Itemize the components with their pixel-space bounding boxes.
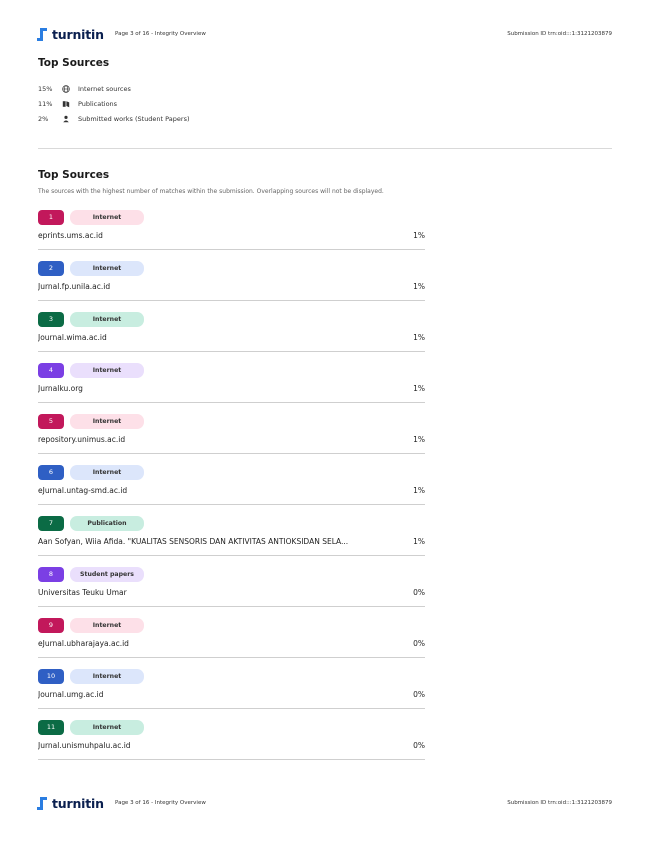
globe-icon — [62, 85, 78, 93]
sources-description: The sources with the highest number of matches within the submission. Overlapping sources will not be displayed. — [38, 188, 384, 195]
source-name[interactable]: eprints.ums.ac.id — [38, 231, 103, 240]
source-category-badge: Internet — [70, 210, 144, 225]
source-line — [38, 384, 425, 393]
summary-pct: 15% — [38, 84, 53, 93]
source-number-badge: 6 — [38, 465, 64, 480]
source-divider — [38, 453, 425, 454]
source-tags — [38, 362, 425, 378]
source-line — [38, 588, 425, 597]
turnitin-logo — [37, 27, 113, 42]
source-percentage: 0% — [413, 690, 425, 699]
source-category-badge: Internet — [70, 465, 144, 480]
summary-row-internet — [38, 81, 190, 96]
source-line — [38, 231, 425, 240]
source-line — [38, 741, 425, 750]
source-line — [38, 486, 425, 495]
summary-label: Publications — [78, 99, 118, 108]
source-number-badge: 1 — [38, 210, 64, 225]
source-item[interactable] — [38, 362, 425, 413]
page-header — [37, 24, 612, 44]
source-name[interactable]: Jurnal.fp.unila.ac.id — [38, 282, 111, 291]
source-percentage: 1% — [413, 486, 425, 495]
source-category-badge: Internet — [70, 312, 144, 327]
source-name[interactable]: Jurnalku.org — [38, 384, 83, 393]
sources-list — [38, 209, 425, 770]
source-percentage: 1% — [413, 282, 425, 291]
source-number-badge: 7 — [38, 516, 64, 531]
summary-label: Internet sources — [78, 84, 131, 93]
source-item[interactable] — [38, 617, 425, 668]
source-category-badge: Internet — [70, 669, 144, 684]
source-line — [38, 639, 425, 648]
source-divider — [38, 708, 425, 709]
source-tags — [38, 566, 425, 582]
turnitin-logo-icon — [37, 796, 49, 811]
source-tags — [38, 719, 425, 735]
source-number-badge: 3 — [38, 312, 64, 327]
source-line — [38, 537, 425, 546]
source-tags — [38, 311, 425, 327]
source-tags — [38, 668, 425, 684]
source-category-badge: Internet — [70, 720, 144, 735]
source-item[interactable] — [38, 311, 425, 362]
page-info: Page 3 of 16 - Integrity Overview — [115, 31, 206, 37]
summary-title: Top Sources — [38, 57, 110, 69]
source-line — [38, 333, 425, 342]
source-item[interactable] — [38, 260, 425, 311]
source-divider — [38, 402, 425, 403]
source-line — [38, 690, 425, 699]
source-divider — [38, 555, 425, 556]
summary-pct: 11% — [38, 99, 53, 108]
source-divider — [38, 351, 425, 352]
submission-id: Submission ID trn:oid:::1:3121203879 — [507, 31, 612, 37]
source-percentage: 0% — [413, 741, 425, 750]
turnitin-logo — [37, 796, 113, 811]
source-percentage: 0% — [413, 639, 425, 648]
source-percentage: 1% — [413, 231, 425, 240]
source-tags — [38, 617, 425, 633]
source-category-badge: Publication — [70, 516, 144, 531]
sources-title: Top Sources — [38, 169, 110, 181]
page-info: Page 3 of 16 - Integrity Overview — [115, 800, 206, 806]
source-tags — [38, 260, 425, 276]
source-percentage: 1% — [413, 537, 425, 546]
source-name[interactable]: Journal.umg.ac.id — [38, 690, 104, 699]
source-category-badge: Internet — [70, 414, 144, 429]
source-category-badge: Student papers — [70, 567, 144, 582]
source-name[interactable]: Universitas Teuku Umar — [38, 588, 127, 597]
summary-pct: 2% — [38, 114, 49, 123]
source-divider — [38, 657, 425, 658]
source-name[interactable]: Journal.wima.ac.id — [38, 333, 107, 342]
submission-id: Submission ID trn:oid:::1:3121203879 — [507, 800, 612, 806]
section-divider — [38, 148, 612, 149]
source-number-badge: 10 — [38, 669, 64, 684]
source-divider — [38, 300, 425, 301]
source-item[interactable] — [38, 719, 425, 770]
source-name[interactable]: eJurnal.untag-smd.ac.id — [38, 486, 128, 495]
source-tags — [38, 209, 425, 225]
source-name[interactable]: repository.unimus.ac.id — [38, 435, 126, 444]
summary-row-publications — [38, 96, 190, 111]
source-divider — [38, 504, 425, 505]
source-name[interactable]: Aan Sofyan, Wiia Afida. "KUALITAS SENSORIS DAN AKTIVITAS ANTIOKSIDAN SELA... — [38, 537, 349, 546]
source-divider — [38, 249, 425, 250]
source-line — [38, 282, 425, 291]
source-percentage: 1% — [413, 435, 425, 444]
source-percentage: 1% — [413, 333, 425, 342]
source-divider — [38, 759, 425, 760]
summary-row-student-papers — [38, 111, 190, 126]
source-category-badge: Internet — [70, 618, 144, 633]
source-item[interactable] — [38, 464, 425, 515]
source-tags — [38, 413, 425, 429]
source-name[interactable]: Jurnal.unismuhpalu.ac.id — [38, 741, 131, 750]
source-tags — [38, 515, 425, 531]
source-number-badge: 4 — [38, 363, 64, 378]
page-footer — [37, 793, 612, 813]
source-percentage: 1% — [413, 384, 425, 393]
source-item[interactable] — [38, 515, 425, 566]
logo-text: turnitin — [52, 26, 104, 42]
source-number-badge: 5 — [38, 414, 64, 429]
person-icon — [62, 115, 78, 123]
source-tags — [38, 464, 425, 480]
book-icon — [62, 100, 78, 108]
source-number-badge: 2 — [38, 261, 64, 276]
source-item[interactable] — [38, 566, 425, 617]
turnitin-logo-icon — [37, 27, 49, 42]
source-number-badge: 11 — [38, 720, 64, 735]
source-percentage: 0% — [413, 588, 425, 597]
source-item[interactable] — [38, 209, 425, 260]
summary-label: Submitted works (Student Papers) — [78, 114, 190, 123]
source-line — [38, 435, 425, 444]
logo-text: turnitin — [52, 795, 104, 811]
source-name[interactable]: eJurnal.ubharajaya.ac.id — [38, 639, 129, 648]
source-divider — [38, 606, 425, 607]
source-item[interactable] — [38, 413, 425, 464]
source-item[interactable] — [38, 668, 425, 719]
source-number-badge: 9 — [38, 618, 64, 633]
source-category-badge: Internet — [70, 261, 144, 276]
summary-list — [38, 81, 190, 126]
source-category-badge: Internet — [70, 363, 144, 378]
source-number-badge: 8 — [38, 567, 64, 582]
